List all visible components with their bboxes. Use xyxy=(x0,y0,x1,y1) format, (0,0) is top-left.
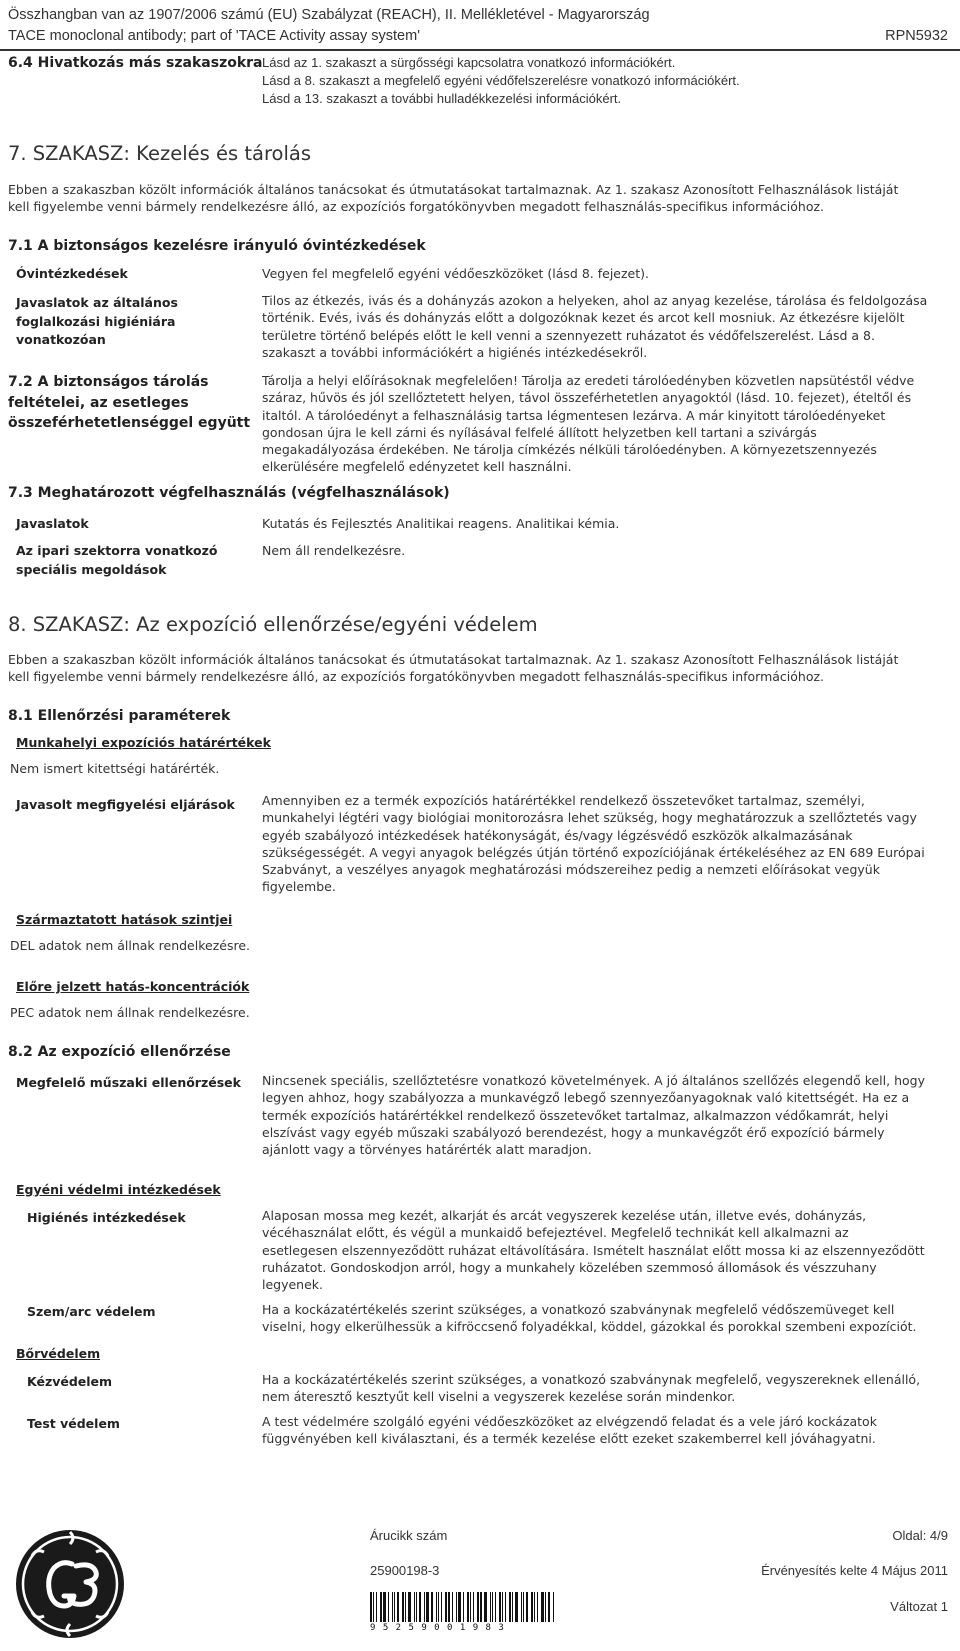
s82-title: 8.2 Az expozíció ellenőrzése xyxy=(8,1044,231,1060)
barcode-bar xyxy=(499,1592,501,1622)
version: Változat 1 xyxy=(890,1599,948,1614)
barcode-digits: 9 5 2 5 9 0 0 1 9 8 3 xyxy=(370,1623,505,1633)
barcode-bar xyxy=(408,1592,411,1622)
barcode-bar xyxy=(467,1592,469,1622)
engineering-controls-label: Megfelelő műszaki ellenőrzések xyxy=(16,1075,241,1090)
barcode-bar xyxy=(492,1592,493,1622)
hygiene-advice-label: Javaslatok az általános foglalkozási higiéniára vonatkozóan xyxy=(16,295,178,347)
s73-title: 7.3 Meghatározott végfelhasználás (végfelhasználások) xyxy=(8,485,450,501)
hand-protection-label: Kézvédelem xyxy=(27,1374,113,1389)
barcode-bar xyxy=(484,1592,487,1622)
engineering-controls-text: Nincsenek speciális, szellőztetésre vonatkozó követelmények. A jó általános szellőzés elegendő kell, hogy legyen ahhoz, hogy szabályozza a munkavégző lebegő szennyezőanyagoknak való kitettségét. Ha ez a termék expozíciós határértékkel rendelkező összetevőket tartalmaz, alkalmazzon védőkamrát, helyi elszívást vagy egyéb műszaki szabályozó berendezést, hogy a munkavégzőt érő expozíció bármely ajánlott vagy a törvényes határérték alatt maradjon. xyxy=(262,1073,925,1158)
header-regulation-line: Összhangban van az 1907/2006 számú (EU) Szabályzat (REACH), II. Mellékletével - Magyarország xyxy=(8,7,650,23)
barcode-bar xyxy=(392,1592,393,1622)
barcode-bar xyxy=(452,1592,453,1622)
barcode-bar xyxy=(541,1592,544,1622)
hygiene-measures-text: Alaposan mossa meg kezét, alkarját és arcát vegyszerek kezelése után, illetve evés, dohányzás, vécéhasználat előtt, és végül a munkaidő befejeztével. Megfelelő technikát kell alkalmazni az esetlegesen elszennyeződött ruházat eltávolítására. Ismételt használat előtt mossa ki az elszennyeződött ruházatot. Gondoskodjon arról, hogy a munkahely közelében szemmosó állomások és vészzuhany legyenek. xyxy=(262,1208,925,1293)
barcode-bars xyxy=(370,1592,555,1622)
barcode-bar xyxy=(445,1592,447,1622)
industrial-solutions-label: Az ipari szektorra vonatkozó speciális megoldások xyxy=(16,543,218,577)
barcode-bar xyxy=(531,1592,533,1622)
barcode-bar xyxy=(448,1592,450,1622)
precautions-label: Óvintézkedések xyxy=(16,266,128,281)
barcode-bar xyxy=(405,1592,406,1622)
barcode-bar xyxy=(477,1592,479,1622)
s64-line-3: Lásd a 13. szakaszt a további hulladékkezelési információkért. xyxy=(262,91,622,106)
hygiene-measures-label: Higiénés intézkedések xyxy=(27,1210,186,1225)
ge-monogram-icon xyxy=(14,1528,126,1640)
barcode-bar xyxy=(394,1592,395,1622)
eye-protection-text: Ha a kockázatértékelés szerint szükséges, a vonatkozó szabványnak megfelelő védőszemüveget kell viselni, hogy elkerülhessük a kifröccsenő folyadékkal, köddel, gázokkal és porokkal szembeni expozíciót. xyxy=(262,1302,917,1335)
page-number: Oldal: 4/9 xyxy=(892,1528,948,1543)
header-product-code: RPN5932 xyxy=(885,28,948,44)
barcode-bar xyxy=(509,1592,511,1622)
barcode-bar xyxy=(441,1592,442,1622)
oel-label: Munkahelyi expozíciós határértékek xyxy=(16,735,271,750)
item-number: 25900198-3 xyxy=(370,1563,440,1578)
barcode-bar xyxy=(426,1592,429,1622)
barcode-bar xyxy=(414,1592,415,1622)
barcode-bar xyxy=(424,1592,425,1622)
ppe-label: Egyéni védelmi intézkedések xyxy=(16,1182,221,1197)
s81-title: 8.1 Ellenőrzési paraméterek xyxy=(8,708,231,724)
precautions-text: Vegyen fel megfelelő egyéni védőeszközöket (lásd 8. fejezet). xyxy=(262,266,649,281)
body-protection-label: Test védelem xyxy=(27,1416,120,1431)
barcode-bar xyxy=(521,1592,522,1622)
industrial-solutions-text: Nem áll rendelkezésre. xyxy=(262,543,406,558)
validity-date: Érvényesítés kelte 4 Május 2011 xyxy=(761,1563,948,1578)
barcode-bar xyxy=(370,1592,372,1622)
barcode xyxy=(370,1592,555,1633)
section-7-intro: Ebben a szakaszban közölt információk általános tanácsokat és útmutatásokat tartalmaznak. Az 1. szakasz Azonosított Felhasználások listáját kell figyelembe venni bármely rendelkezésre álló, az expozíciós forgatókönyvben megadott felhasználás-specifikus információhoz. xyxy=(8,182,899,215)
barcode-bar xyxy=(545,1592,546,1622)
barcode-bar xyxy=(534,1592,535,1622)
barcode-bar xyxy=(505,1592,506,1622)
barcode-bar xyxy=(463,1592,464,1622)
ge-logo xyxy=(14,1528,126,1640)
pnec-text: PEC adatok nem állnak rendelkezésre. xyxy=(10,1005,250,1020)
barcode-bar xyxy=(373,1592,374,1622)
barcode-bar xyxy=(495,1592,496,1622)
barcode-bar xyxy=(402,1592,404,1622)
oel-text: Nem ismert kitettségi határérték. xyxy=(10,761,220,776)
barcode-bar xyxy=(537,1592,538,1622)
barcode-bar xyxy=(456,1592,457,1622)
recommendations-text: Kutatás és Fejlesztés Analitikai reagens. Analitikai kémia. xyxy=(262,516,620,531)
barcode-bar xyxy=(512,1592,513,1622)
s72-label: 7.2 A biztonságos tárolás feltételei, az esetleges összeférhetetlenséggel együtt xyxy=(8,374,251,431)
barcode-bar xyxy=(526,1592,528,1622)
recommendations-label: Javaslatok xyxy=(16,516,89,531)
barcode-bar xyxy=(388,1592,389,1622)
section-7-title: 7. SZAKASZ: Kezelés és tárolás xyxy=(8,142,311,165)
barcode-bar xyxy=(470,1592,471,1622)
barcode-bar xyxy=(416,1592,417,1622)
s64-label: 6.4 Hivatkozás más szakaszokra xyxy=(8,55,263,71)
section-8-intro: Ebben a szakaszban közölt információk általános tanácsokat és útmutatásokat tartalmaznak. Az 1. szakasz Azonosított Felhasználások listáját kell figyelembe venni bármely rendelkezésre álló, az expozíciós forgatókönyvben megadott felhasználás-specifikus információhoz. xyxy=(8,652,899,685)
barcode-bar xyxy=(473,1592,474,1622)
barcode-bar xyxy=(523,1592,524,1622)
barcode-bar xyxy=(383,1592,386,1622)
barcode-bar xyxy=(438,1592,439,1622)
barcode-bar xyxy=(548,1592,550,1622)
item-number-label: Árucikk szám xyxy=(370,1528,448,1543)
s64-line-2: Lásd a 8. szakaszt a megfelelő egyéni védőfelszerelésre vonatkozó információkért. xyxy=(262,73,740,88)
header-divider xyxy=(0,49,960,51)
pnec-label: Előre jelzett hatás-koncentrációk xyxy=(16,979,250,994)
dnel-label: Származtatott hatások szintjei xyxy=(16,912,233,927)
barcode-bar xyxy=(436,1592,437,1622)
barcode-bar xyxy=(397,1592,399,1622)
barcode-bar xyxy=(515,1592,518,1622)
hygiene-advice-text: Tilos az étkezés, ivás és a dohányzás azokon a helyeken, ahol az anyag kezelése, tárolása és feldolgozása történik. Evés, ivás és dohányzás előtt a dolgozóknak kezet és arcot kell mosniuk. Az étkezésre kijelölt területre történő belépés előtt le kell venni a szennyezett ruházatot és védőfelszerelést. Lásd a 8. szakaszt a további információkért a higiénés intézkedésekről. xyxy=(262,293,928,360)
header-product-line: TACE monoclonal antibody; part of 'TACE Activity assay system' xyxy=(8,28,420,44)
eye-protection-label: Szem/arc védelem xyxy=(27,1304,156,1319)
skin-protection-label: Bőrvédelem xyxy=(16,1346,101,1361)
barcode-bar xyxy=(502,1592,503,1622)
hand-protection-text: Ha a kockázatértékelés szerint szükséges, a vonatkozó szabványnak megfelelő, vegyszereknek ellenálló, nem áteresztő kesztyűt kell viselni a vegyszerek kezelése során mindenkor. xyxy=(262,1372,921,1405)
barcode-bar xyxy=(553,1592,554,1622)
s64-line-1: Lásd az 1. szakaszt a sürgősségi kapcsolatra vonatkozó információkért. xyxy=(262,55,676,70)
body-protection-text: A test védelmére szolgáló egyéni védőeszközöket az elvégzendő feladat és a vele járó kockázatok függvényében kell kiválasztani, és a termék kezelése előtt ezeket szakemberrel kell jóváhagyatni. xyxy=(262,1414,877,1447)
s71-title: 7.1 A biztonságos kezelésre irányuló óvintézkedések xyxy=(8,238,426,254)
dnel-text: DEL adatok nem állnak rendelkezésre. xyxy=(10,938,250,953)
monitoring-text: Amennyiben ez a termék expozíciós határértékkel rendelkező összetevőket tartalmaz, személyi, munkahelyi légtéri vagy biológiai monitorozásra lehet szükség, hogy meghatározzuk a szellőztetés vagy egyéb szabályozó intézkedések hatékonyságát, és/vagy légzésvédő eszközök alkalmazásának szükségességét. A vegyi anyagok belégzés útján történő expozíciójának értékeléséhez az EN 689 Európai Szabványt, a veszélyes anyagok meghatározási módszereihez pedig a nemzeti előírásokat vegyük figyelembe. xyxy=(262,793,925,895)
barcode-bar xyxy=(431,1592,433,1622)
barcode-bar xyxy=(480,1592,482,1622)
section-8-title: 8. SZAKASZ: Az expozíció ellenőrzése/egyéni védelem xyxy=(8,613,538,636)
barcode-bar xyxy=(380,1592,382,1622)
barcode-bar xyxy=(490,1592,491,1622)
barcode-bar xyxy=(458,1592,461,1622)
monitoring-label: Javasolt megfigyelési eljárások xyxy=(16,797,235,812)
s72-text: Tárolja a helyi előírásoknak megfelelően! Tárolja az eredeti tárolóedényben közvetlen napsütéstől védve száraz, hűvös és jól szellőztetett helyen, távol összeférhetetlen anyagoktól (lásd. 10. fejezet), ételtől és italtól. A tárolóedényt a felhasználásig tartsa légmentesen lezárva. A már kinyitott tárolóedényeket gondosan újra le kell zárni és nyílásával felfelé állított helyzetben kell tartani a szivárgás megakadályozása érdekében. Ne tárolja címkézés nélküli tárolóedényben. A környezetszennyezés elkerülésére megfelelő edényzetet kell használni. xyxy=(262,373,915,475)
barcode-bar xyxy=(376,1592,377,1622)
barcode-bar xyxy=(419,1592,421,1622)
